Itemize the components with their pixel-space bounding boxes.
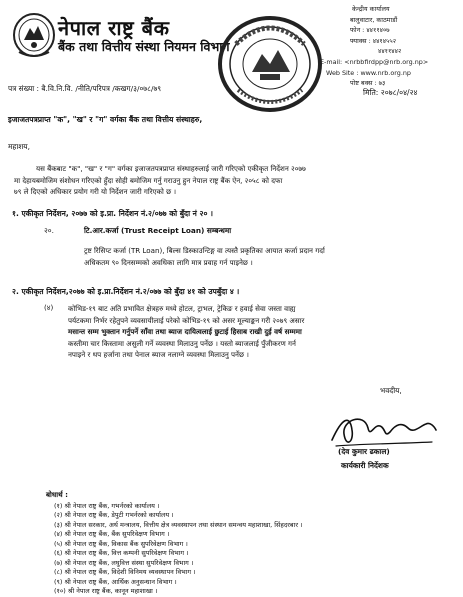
signatory-name: (देव कुमार ढकाल) [338, 447, 390, 456]
reference-number: पत्र संख्या : बै.वि.नि.वि. /नीति/परिपत्र /कखग/३/०७८/७९ [8, 84, 162, 93]
addressee: इजाजतपत्रप्राप्त "क", "ख" र "ग" वर्गका बैंक तथा वित्तीय संस्थाहरु, [8, 115, 203, 124]
nrb-emblem-icon [12, 12, 56, 58]
section-1-item-title: टि.आर.कर्जा (Trust Receipt Loan) सम्बन्धमा [84, 226, 232, 235]
nrb-circular-seal-icon [216, 14, 324, 114]
contact-email: E-mail: <nrbbfirdpp@nrb.org.np> [320, 57, 429, 66]
section-2-item-number: (४) [44, 303, 54, 312]
section-2-line: पर्यटकमा निर्भर रहेतुपने व्यवसायीलाई परेको कोभिड-१९ को असर मूल्याङ्कन गरी २०७९ असार [68, 315, 305, 325]
section-1-item-body [84, 245, 325, 268]
bank-name: नेपाल राष्ट्र बैंक [58, 16, 170, 40]
section-2-heading: २. एकीकृत निर्देशन,२०७७ को इ.प्रा.निर्देशन नं.२/०७७ को बुँदा ४१ को उपबुँदा ४ । [12, 287, 240, 296]
cc-item: (१०) श्री नेपाल राष्ट्र बैंक, कानून महाशाखा । [54, 587, 158, 596]
section-2-line: कस्तीमा चार किस्तामा असुली गर्ने व्यवस्था मिलाउनु पर्नेछ । यस्तो ब्याजलाई पुँजीकरण गर्न [68, 338, 296, 348]
section-2-line: कोभिड-१९ बाट अति प्रभावित क्षेत्रहरु मध्ये होटल, ट्राभल, ट्रेकिङ र हवाई सेवा जस्ता वाह्य [68, 304, 296, 313]
department-name: बैंक तथा वित्तीय संस्था नियमन विभाग [58, 39, 230, 54]
intro-paragraph [14, 163, 306, 198]
contact-fax: फ्याक्स : ४४१४५५२ [350, 36, 397, 45]
section-1-item-number: २०. [44, 226, 54, 235]
salutation: महाशय, [8, 142, 30, 151]
section-2-item-body [68, 303, 304, 361]
cc-item: (१) श्री नेपाल राष्ट्र बैंक, गभर्नरको कार्यालय । [54, 502, 160, 510]
section-2-line: नपाइने र थप हर्जाना तथा पेनाल ब्याज नलाग्ने व्यवस्था मिलाउनु पर्नेछ । [68, 350, 249, 359]
intro-line: ७९ ले दिएको अधिकार प्रयोग गरी यो निर्देशन जारी गरिएको छ । [14, 187, 177, 196]
cc-item: (७) श्री नेपाल राष्ट्र बैंक, लघुवित्त संस्था सुपरिवेक्षण विभाग । [54, 558, 194, 567]
contact-block [320, 4, 428, 89]
contact-address: बालुवाटार, काठमाडौं [350, 15, 398, 24]
section-1-line: अधिकतम ९० दिनसम्मको अवधिका लागि मात्र प्रवाह गर्न पाइनेछ । [84, 257, 253, 267]
cc-list [54, 502, 303, 597]
closing: भवदीय, [380, 386, 402, 395]
cc-item: (८) श्री नेपाल राष्ट्र बैंक, विदेशी विनिमय व्यवस्थापन विभाग । [54, 568, 196, 577]
contact-fax2: ४४११४४२ [378, 47, 402, 56]
cc-item: (९) श्री नेपाल राष्ट्र बैंक, आर्थिक अनुसन्धान विभाग । [54, 577, 177, 586]
cc-item: (४) श्री नेपाल राष्ट्र बैंक, बैंक सुपरिवेक्षण विभाग । [54, 530, 170, 539]
cc-item: (५) श्री नेपाल राष्ट्र बैंक, विकास बैंक सुपरिवेक्षण विभाग । [54, 539, 188, 548]
cc-item: (३) श्री नेपाल सरकार, अर्थ मन्त्रालय, वित्तीय क्षेत्र व्यवस्थापन तथा संस्थान समन्वय महाशाखा, सिंहदरबार । [54, 520, 303, 529]
contact-office: केन्द्रीय कार्यालय [352, 5, 390, 13]
intro-line: मा देहायबमोजिम संशोधन गरिएको हुँदा सोही बमोजिम गर्नु गराउनु हुन नेपाल राष्ट्र बैंक ऐन, २०५८ को दफा [14, 175, 283, 185]
cc-item: (२) श्री नेपाल राष्ट्र बैंक, डेपुटी गभर्नरको कार्यालय । [54, 511, 174, 520]
intro-line: यस बैंकबाट "क", "ख" र "ग" वर्गका इजाजतपत्रप्राप्त संस्थाहरुलाई जारी गरिएको एकीकृत निर्देशन २०७७ [36, 164, 306, 173]
section-2-line: मसान्त सम्म भुक्तान गर्नुपर्ने साँवा तथा ब्याज दायित्वलाई छुटाई हिसाब राखी दुई वर्ष सम्ममा [68, 327, 302, 336]
contact-pobox: पोष्ट बक्स : ७३ [350, 79, 386, 88]
cc-item: (६) श्री नेपाल राष्ट्र बैंक, वित्त कम्पनी सुपरिवेक्षण विभाग । [54, 549, 189, 558]
signatory-title: कार्यकारी निर्देशक [341, 461, 389, 470]
contact-phone: फोन : ४४११४०७ [350, 26, 390, 35]
letter-date: मिति: २०७८/०४/२४ [363, 88, 418, 97]
contact-website: Web Site : www.nrb.org.np [326, 68, 411, 77]
section-1-line: ट्रष्ट रिसिप्ट कर्जा (TR Loan), बिल्स डिस्काउन्टिङ्ग वा त्यस्तै प्रकृतिका आयात कर्जा प्रदान गर्दा [84, 246, 325, 255]
cc-heading: बोधार्थ : [46, 490, 68, 499]
section-1-heading: १. एकीकृत निर्देशन, २०७७ को इ.प्रा. निर्देशन नं.२/०७७ को बुँदा नं २० । [12, 209, 213, 218]
